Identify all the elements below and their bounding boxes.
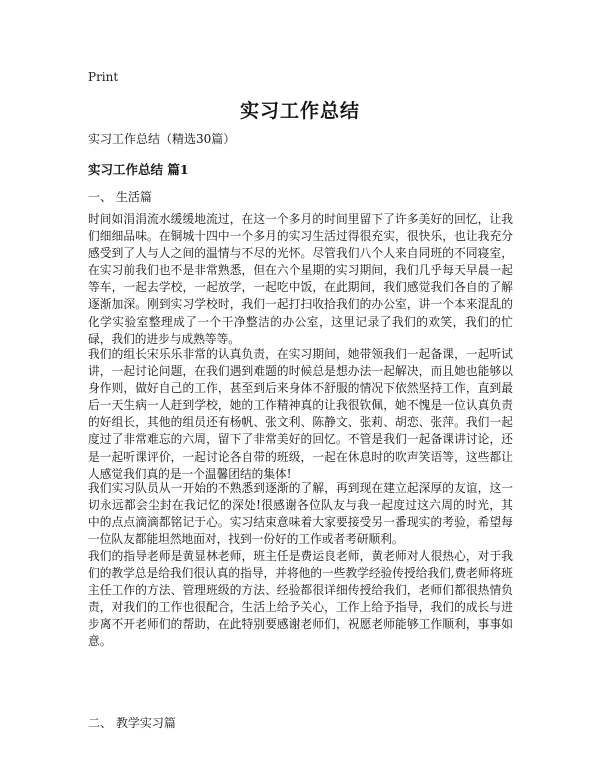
- paragraph: 我们的组长宋乐乐非常的认真负责，在实习期间，她带领我们一起备课，一起听试讲，一起讨论问题，在我们遇到难题的时候总是想办法一起解决，而且她也能够以身作则，做好自己的工作，甚至到后来身体不舒服的情况下依然坚持工作，直到最后一天生病一人赶到学校，她的工作精神真的让我很钦佩，她不愧是一位认真负责的好组长，其他的组员还有杨帆、张文利、陈静文、张莉、胡恋、张萍。我们一起度过了非常难忘的六周，留下了非常美好的回忆。不管是我们一起备课讲讨论，还是一起听课评价，一起讨论各自带的班级，一起在休息时的吹声笑语等，这些都让人感觉我们真的是一个温馨团结的集体!: [88, 347, 513, 481]
- document-subtitle: 实习工作总结（精选30篇）: [88, 132, 236, 146]
- subheading-life: 一、 生活篇: [88, 190, 152, 204]
- section-heading: 实习工作总结 篇1: [88, 162, 189, 177]
- print-link[interactable]: Print: [88, 70, 119, 84]
- paragraph: 我们实习队员从一开始的不熟悉到逐渐的了解，再到现在建立起深厚的友谊，这一切永远都会尘封在我记忆的深处!很感谢各位队友与我一起度过这六周的时光，其中的点点滴滴都铭记于心。实习结束意味着大家要接受另一番现实的考验，希望每一位队友都能坦然地面对，找到一份好的工作或者考研顺利。: [88, 481, 513, 547]
- paragraph: 时间如涓涓流水缓缓地流过，在这一个多月的时间里留下了许多美好的回忆，让我们细细品味。在铜城十四中一个多月的实习生活过得很充实，很快乐，也让我充分感受到了人与人之间的温情与不尽的光怀。尽管我们八个人来自同班的不同寝室，在实习前我们也不是非常熟悉，但在六个星期的实习期间，我们几乎每天早晨一起等车，一起去学校，一起放学，一起吃中饭，在此期间，我们感觉我们各自的了解逐渐加深。刚到实习学校时，我们一起打扫收拾我们的办公室，讲一个本来混乱的化学实验室整理成了一个干净整洁的办公室，这里记录了我们的欢笑，我们的忙碌，我们的进步与成熟等等。: [88, 212, 513, 346]
- page-title: 实习工作总结: [239, 100, 360, 122]
- paragraph: 我们的指导老师是黄显林老师，班主任是费运良老师，黄老师对人很热心，对于我们的教学总是给我们很认真的指导，并将他的一些教学经验传授给我们,费老师将班主任工作的方法、管理班级的方法、经验都很详细传授给我们，老师们都很热情负责，对我们的工作也很配合，生活上给予关心，工作上给予指导，我们的成长与进步离不开老师们的帮助，在此特别要感谢老师们，祝愿老师能够工作顺利，事事如意。: [88, 549, 513, 649]
- subheading-teaching: 二、 教学实习篇: [88, 716, 176, 730]
